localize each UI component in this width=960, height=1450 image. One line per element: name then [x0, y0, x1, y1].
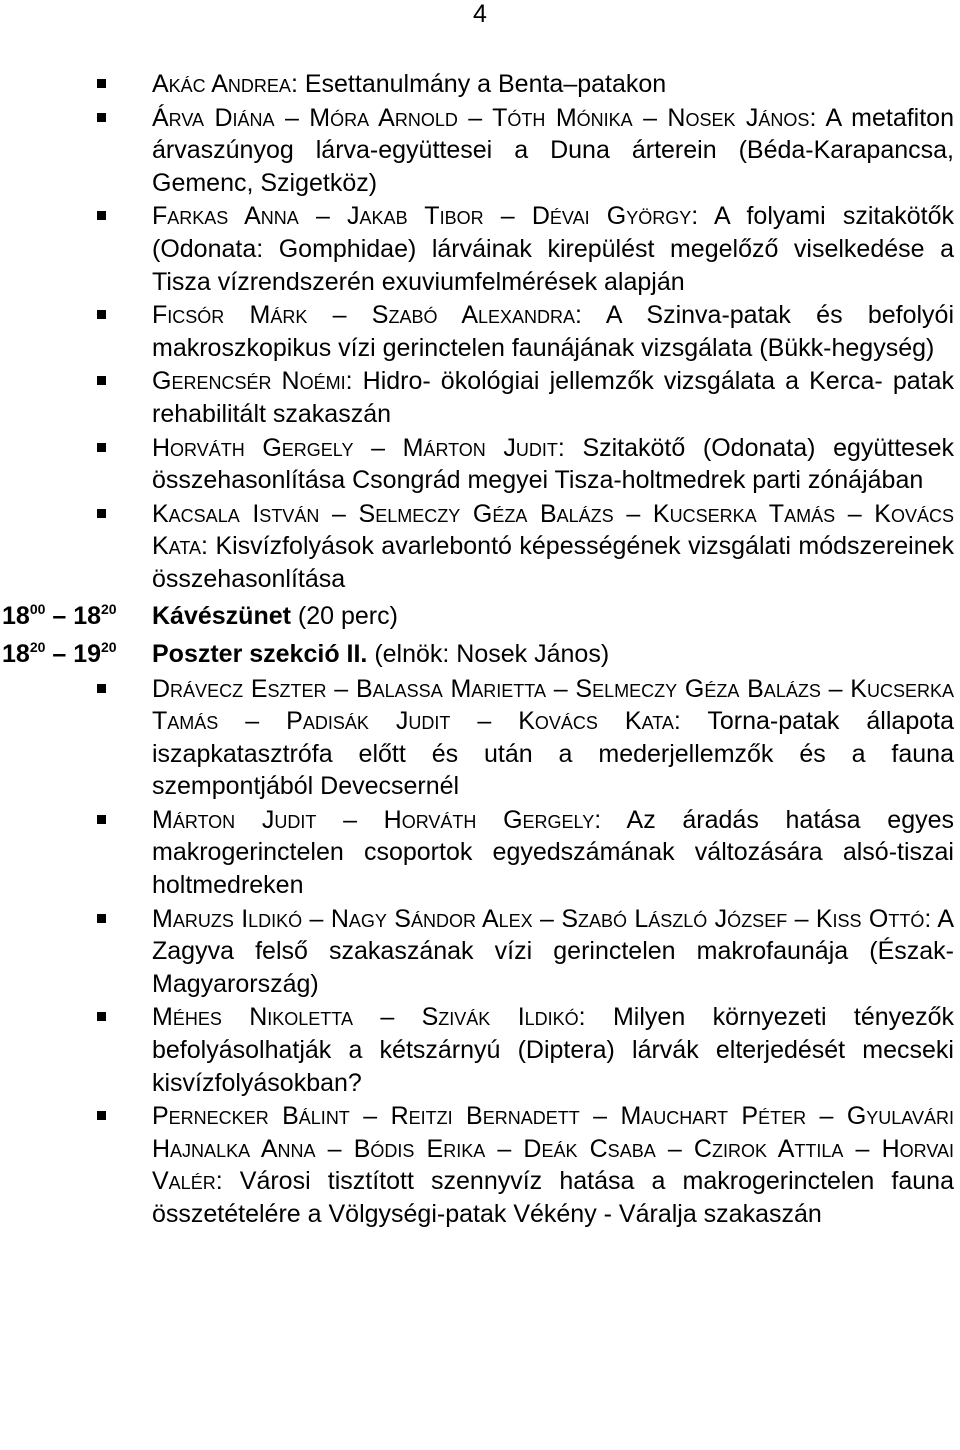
item-authors: Ficsór Márk – Szabó Alexandra — [152, 301, 576, 330]
item-authors: Árva Diána – Móra Arnold – Tóth Mónika – Nosek János — [152, 103, 810, 132]
poster-session-row — [0, 635, 960, 673]
square-bullet-icon — [97, 1111, 106, 1120]
item-title: Az áradás hatása egyes makrogerinctelen csoportok egyedszámának változására alsó-tiszai holtmedreken — [152, 805, 954, 900]
list-item: Pernecker Bálint – Reitzi Bernadett – Mauchart Péter – Gyulavári Hajnalka Anna – Bódis Erika – Deák Csaba – Czirok Attila – Horvai Valér: Városi tisztított szennyvíz hatása a makrogerinctelen fauna összetételére a Völgységi-patak Vékény - Váralja szakaszán — [0, 1100, 960, 1230]
list-item: Gerencsér Noémi: Hidro- ökológiai jellemzők vizsgálata a Kerca- patak rehabilitált szakaszán — [0, 365, 960, 430]
break-label: Kávészünet (20 perc) — [152, 601, 398, 630]
square-bullet-icon — [97, 443, 106, 452]
list-item: Akác Andrea: Esettanulmány a Benta–patakon — [0, 68, 960, 101]
list-item: Ficsór Márk – Szabó Alexandra: A Szinva-patak és befolyói makroszkopikus vízi gerinctelen faunájának vizsgálata (Bükk-hegység) — [0, 299, 960, 364]
square-bullet-icon — [97, 79, 106, 88]
list-item: Méhes Nikoletta – Szivák Ildikó: Milyen környezeti tényezők befolyásolhatják a kétszárnyú (Diptera) lárvák elterjedését mecseki kisvízfolyásokban? — [0, 1001, 960, 1099]
item-authors: Akác Andrea — [152, 70, 291, 98]
poster-label: Poszter szekció II. (elnök: Nosek János) — [152, 639, 610, 668]
item-authors: Kacsala István – Selmeczy Géza Balázs – Kucserka Tamás – Kovács Kata — [152, 499, 954, 561]
item-authors: Pernecker Bálint – Reitzi Bernadett – Mauchart Péter – Gyulavári Hajnalka Anna – Bódis Erika – Deák Csaba – Czirok Attila – Horvai Valér — [152, 1102, 954, 1196]
item-title: Esettanulmány a Benta–patakon — [304, 70, 667, 98]
square-bullet-icon — [97, 376, 106, 385]
square-bullet-icon — [97, 815, 106, 824]
square-bullet-icon — [97, 1012, 106, 1021]
list-item: Árva Diána – Móra Arnold – Tóth Mónika – Nosek János: A metafiton árvaszúnyog lárva-együttesei a Duna árterein (Béda-Karapancsa, Gemenc, Szigetköz) — [0, 102, 960, 200]
square-bullet-icon — [97, 509, 106, 518]
square-bullet-icon — [97, 684, 106, 693]
item-authors: Horváth Gergely – Márton Judit — [152, 433, 558, 462]
list-item: Farkas Anna – Jakab Tibor – Dévai György: A folyami szitakötők (Odonata: Gomphidae) lárváinak kirepülést megelőző viselkedése a Tisza vízrendszerén exuviumfelmérések alapján — [0, 200, 960, 298]
program-list — [0, 68, 960, 1232]
item-authors: Drávecz Eszter – Balassa Marietta – Selmeczy Géza Balázs – Kucserka Tamás – Padisák Judit – Kovács Kata — [152, 674, 954, 736]
list-item: Drávecz Eszter – Balassa Marietta – Selmeczy Géza Balázs – Kucserka Tamás – Padisák Judit – Kovács Kata: Torna-patak állapota iszapkatasztrófa előtt és után a mederjellemzők és a fauna szempontjából Devecsernél — [0, 673, 960, 803]
square-bullet-icon — [97, 310, 106, 319]
item-title: Torna-patak állapota iszapkatasztrófa előtt és után a mederjellemzők és a fauna szempontjából Devecsernél — [152, 707, 954, 801]
item-title: Szitakötő (Odonata) együttesek összehasonlítása Csongrád megyei Tisza-holtmedrek parti zónájában — [152, 433, 954, 495]
item-title: Városi tisztított szennyvíz hatása a makrogerinctelen fauna összetételére a Völgységi-patak Vékény - Váralja szakaszán — [152, 1167, 954, 1228]
item-authors: Gerencsér Noémi — [152, 367, 346, 396]
item-authors: Márton Judit – Horváth Gergely — [152, 805, 595, 834]
item-title: Hidro- ökológiai jellemzők vizsgálata a Kerca- patak rehabilitált szakaszán — [152, 367, 954, 428]
list-item: Márton Judit – Horváth Gergely: Az áradás hatása egyes makrogerinctelen csoportok egyedszámának változására alsó-tiszai holtmedreken — [0, 804, 960, 902]
square-bullet-icon — [97, 211, 106, 220]
item-authors: Méhes Nikoletta – Szivák Ildikó — [152, 1003, 579, 1032]
break-time: $18^{00} - 18^{20}$ — [2, 600, 117, 630]
poster-time: $18^{20} - 19^{20}$ — [2, 638, 117, 668]
item-title: Milyen környezeti tényezők befolyásolhatják a kétszárnyú (Diptera) lárvák elterjedését mecseki kisvízfolyásokban? — [152, 1003, 954, 1097]
square-bullet-icon — [97, 914, 106, 923]
item-title: A metafiton árvaszúnyog lárva-együttesei a Duna árterein (Béda-Karapancsa, Gemenc, Szigetköz) — [152, 103, 954, 197]
item-title: A Zagyva felső szakaszának vízi gerinctelen makrofaunája (Észak-Magyarország) — [152, 904, 954, 998]
item-title: A folyami szitakötők (Odonata: Gomphidae) lárváinak kirepülést megelőző viselkedése a Tisza vízrendszerén exuviumfelmérések alapján — [152, 202, 954, 296]
square-bullet-icon — [97, 113, 106, 122]
item-authors: Maruzs Ildikó – Nagy Sándor Alex – Szabó László József – Kiss Ottó — [152, 904, 925, 933]
item-title: A Szinva-patak és befolyói makroszkopikus vízi gerinctelen faunájának vizsgálata (Bükk-hegység) — [152, 301, 954, 362]
coffee-break-row — [0, 597, 960, 635]
item-authors: Farkas Anna – Jakab Tibor – Dévai György — [152, 202, 692, 231]
page-number: 4 — [473, 0, 487, 28]
item-title: Kisvízfolyások avarlebontó képességének vizsgálati módszereinek összehasonlítása — [152, 532, 954, 593]
list-item: Maruzs Ildikó – Nagy Sándor Alex – Szabó László József – Kiss Ottó: A Zagyva felső szakaszának vízi gerinctelen makrofaunája (Észak-Magyarország) — [0, 903, 960, 1001]
list-item: Kacsala István – Selmeczy Géza Balázs – Kucserka Tamás – Kovács Kata: Kisvízfolyások avarlebontó képességének vizsgálati módszereinek összehasonlítása — [0, 498, 960, 596]
list-item: Horváth Gergely – Márton Judit: Szitakötő (Odonata) együttesek összehasonlítása Csongrád megyei Tisza-holtmedrek parti zónájában — [0, 432, 960, 497]
